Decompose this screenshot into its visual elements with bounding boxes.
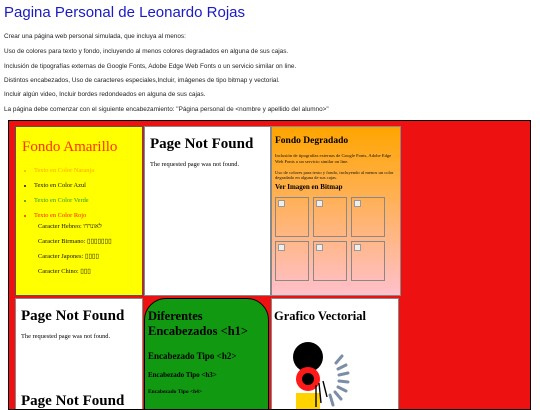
intro-line: Distintos encabezados, Uso de caracteres especiales,Incluir, imágenes de tipo bitmap y vectorial. <box>4 77 280 84</box>
intro-line: Incluir algún video, Incluir bordes redondeados en alguna de sus cajas. <box>4 91 206 98</box>
gradient-box-heading: Fondo Degradado <box>275 136 349 146</box>
intro-line: Inclusión de tipografías externas de Google Fonts, Adobe Edge Web Fonts o un servicio similar on line. <box>4 63 297 70</box>
color-item-red: • Texto en Color Rojo <box>34 208 94 223</box>
char-japanese: Caracter Japones: ▯▯▯▯ <box>38 253 99 260</box>
bitmap-image[interactable] <box>313 241 347 281</box>
gradient-box-text <box>275 153 395 181</box>
bitmap-heading: Ver Imagen en Bitmap <box>275 183 343 191</box>
yellow-box-heading: Fondo Amarillo <box>22 139 118 155</box>
not-found-heading: Page Not Found <box>21 308 125 324</box>
bitmap-image[interactable] <box>351 197 385 237</box>
special-characters <box>38 219 112 279</box>
bitmap-image[interactable] <box>275 241 309 281</box>
headings-box <box>144 298 269 410</box>
red-circle-center <box>302 373 314 385</box>
intro-line: La página debe comenzar con el siguiente encabezamiento: "Página personal de <nombre y apellido del alumno>" <box>4 106 329 113</box>
not-found-message: The requested page was not found. <box>150 161 240 168</box>
page-title: Pagina Personal de Leonardo Rojas <box>4 4 246 21</box>
bitmap-image[interactable] <box>313 197 347 237</box>
gradient-text-2: Uso de colores para texto y fondo, incluyendo al menos un color degradado en alguna de sus cajas. <box>275 169 394 181</box>
char-burmese: Caracter Birmano: ▯▯▯▯▯▯▯ <box>38 238 112 245</box>
not-found-heading: Page Not Found <box>150 136 254 152</box>
gradient-box <box>271 126 401 296</box>
intro-line: Uso de colores para texto y fondo, incluyendo al menos colores degradados en alguna de sus cajas. <box>4 48 289 55</box>
char-hebrew: Caracter Hebreo: לאונרדו <box>38 223 102 230</box>
video-frame-1[interactable] <box>144 126 271 296</box>
heading-h4: Encabezado Tipo <h4> <box>148 389 203 395</box>
char-chinese: Caracter Chino: ▯▯▯ <box>38 268 91 275</box>
radial-rays <box>330 356 348 405</box>
color-item-blue: • Texto en Color Azul <box>34 178 94 193</box>
heading-h1: Diferentes Encabezados <h1> <box>148 309 249 338</box>
intro-line: Crear una página web personal simulada, que incluya al menos: <box>4 33 186 40</box>
vector-box-heading: Grafico Vectorial <box>274 309 366 323</box>
color-list <box>26 163 94 223</box>
yellow-box <box>15 126 143 296</box>
vector-graphic <box>286 335 386 410</box>
content-frame <box>8 120 531 410</box>
heading-h2: Encabezado Tipo <h2> <box>148 351 237 361</box>
bitmap-image[interactable] <box>275 197 309 237</box>
bitmap-image[interactable] <box>351 241 385 281</box>
vector-box <box>271 298 399 410</box>
not-found-heading: Page Not Found <box>21 393 125 409</box>
not-found-message: The requested page was not found. <box>21 333 111 340</box>
color-item-orange: • Texto en Color Naranja <box>34 163 94 178</box>
color-item-green: • Texto en Color Verde <box>34 193 94 208</box>
video-frame-2[interactable] <box>15 298 143 410</box>
gradient-text-1: Inclusión de tipografías externas de Google Fonts, Adobe Edge Web Fonts o un servicio similar on line. <box>275 153 392 164</box>
heading-h3: Encabezado Tipo <h3> <box>148 371 217 379</box>
